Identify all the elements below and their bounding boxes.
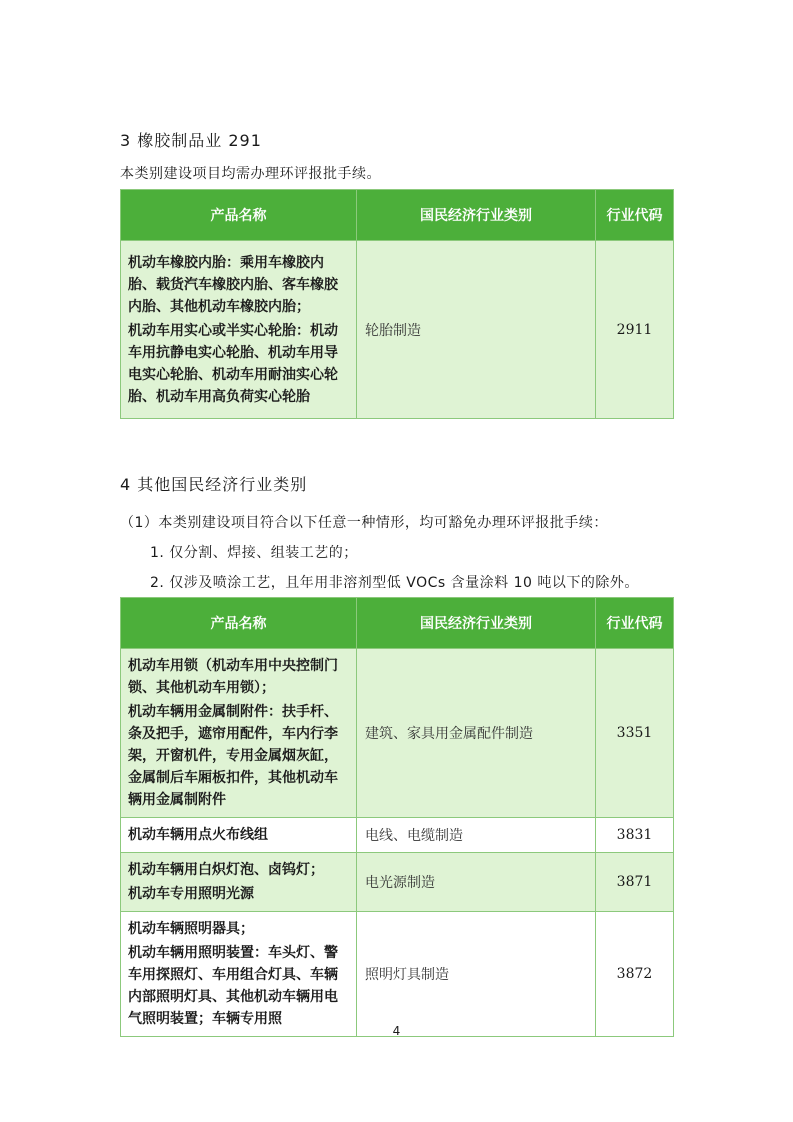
table-row xyxy=(121,818,674,853)
category-cell: 电线、电缆制造 xyxy=(357,818,596,853)
product-cell xyxy=(121,649,357,818)
code-cell: 3831 xyxy=(596,818,674,853)
category-cell: 照明灯具制造 xyxy=(357,912,596,1037)
product-cell xyxy=(121,818,357,853)
category-cell: 电光源制造 xyxy=(357,853,596,912)
product-line: 机动车辆用金属制附件：扶手杆、条及把手，遮帘用配件，车内行李架，开窗机件，专用金属烟灰缸，金属制后车厢板扣件，其他机动车辆用金属制附件 xyxy=(128,704,338,808)
product-cell xyxy=(121,853,357,912)
product-line: 机动车用实心或半实心轮胎：机动车用抗静电实心轮胎、机动车用导电实心轮胎、机动车用耐油实心轮胎、机动车用高负荷实心轮胎 xyxy=(128,322,338,405)
header-code: 行业代码 xyxy=(596,190,674,241)
header-category: 国民经济行业类别 xyxy=(357,598,596,649)
section3-table xyxy=(120,189,674,419)
header-product: 产品名称 xyxy=(121,598,357,649)
code-cell: 2911 xyxy=(596,241,674,419)
product-line: 机动车辆照明器具； xyxy=(128,921,254,937)
product-line: 机动车橡胶内胎：乘用车橡胶内胎、载货汽车橡胶内胎、客车橡胶内胎、其他机动车橡胶内胎； xyxy=(128,254,338,315)
table-row xyxy=(121,912,674,1037)
code-cell: 3871 xyxy=(596,853,674,912)
section4-heading: 4 其他国民经济行业类别 xyxy=(120,475,308,494)
product-line: 机动车辆用白炽灯泡、卤钨灯； xyxy=(128,862,324,878)
product-line: 机动车辆用照明装置：车头灯、警车用探照灯、车用组合灯具、车辆内部照明灯具、其他机动车辆用电气照明装置；车辆专用照 xyxy=(128,945,338,1027)
product-line: 机动车专用照明光源 xyxy=(128,886,254,902)
table-row xyxy=(121,241,674,419)
category-cell: 轮胎制造 xyxy=(357,241,596,419)
section4-table xyxy=(120,597,674,1037)
product-cell xyxy=(121,912,357,1037)
code-cell: 3351 xyxy=(596,649,674,818)
header-product: 产品名称 xyxy=(121,190,357,241)
table-header-row xyxy=(121,598,674,649)
code-cell: 3872 xyxy=(596,912,674,1037)
product-cell xyxy=(121,241,357,419)
product-line: 机动车辆用点火布线组 xyxy=(128,827,268,843)
header-category: 国民经济行业类别 xyxy=(357,190,596,241)
page-number: 4 xyxy=(392,1024,401,1038)
category-cell: 建筑、家具用金属配件制造 xyxy=(357,649,596,818)
section3-heading: 3 橡胶制品业 291 xyxy=(120,131,262,150)
condition-item-1: 1. 仅分割、焊接、组装工艺的； xyxy=(150,545,358,561)
product-line: 机动车用锁（机动车用中央控制门锁、其他机动车用锁）； xyxy=(128,658,338,696)
condition-item-2: 2. 仅涉及喷涂工艺，且年用非溶剂型低 VOCs 含量涂料 10 吨以下的除外。 xyxy=(150,575,639,591)
table-header-row xyxy=(121,190,674,241)
section3-note: 本类别建设项目均需办理环评报批手续。 xyxy=(120,166,381,182)
section4-intro: （1）本类别建设项目符合以下任意一种情形，均可豁免办理环评报批手续： xyxy=(120,515,608,531)
table-row xyxy=(121,853,674,912)
table-row xyxy=(121,649,674,818)
header-code: 行业代码 xyxy=(596,598,674,649)
